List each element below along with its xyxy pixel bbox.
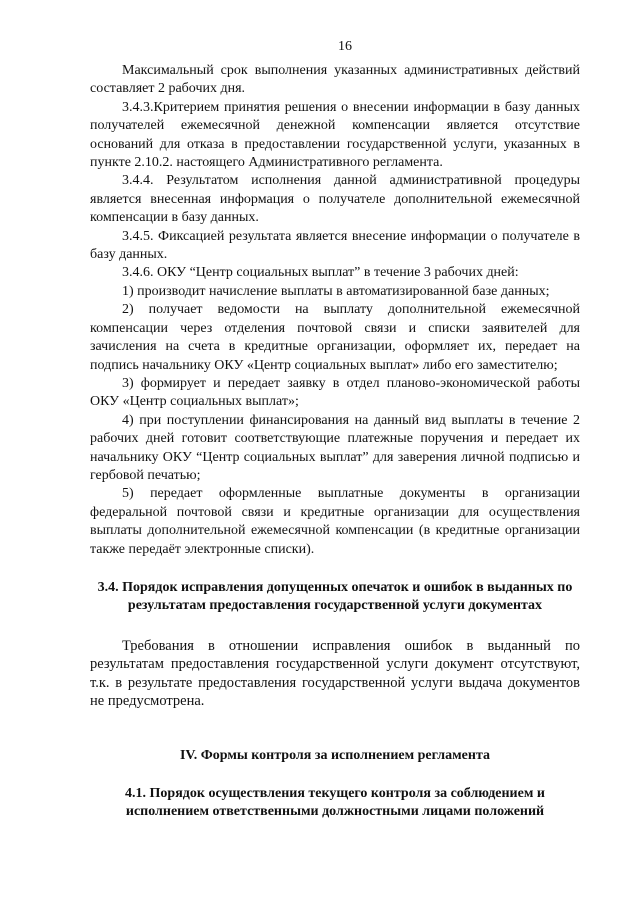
list-item-1: 1) производит начисление выплаты в автоматизированной базе данных; xyxy=(122,283,550,299)
paragraph-3-4-5: 3.4.5. Фиксацией результата является внесение информации о получателе в базу данных. xyxy=(90,228,580,263)
list-item-4: 4) при поступлении финансирования на данный вид выплаты в течение 2 рабочих дней готовит соответствующие платежные поручения и передает их начальнику ОКУ “Центр социальных выплат” для заверения личной подписью и гербовой печатью; xyxy=(90,412,580,483)
list-item-5: 5) передает оформленные выплатные документы в организации федеральной почтовой связи и кредитные организации для осуществления выплаты дополнительной ежемесячной компенсации (в кредитные организации также передаёт электронные списки). xyxy=(90,486,580,557)
paragraph-3-4-6: 3.4.6. ОКУ “Центр социальных выплат” в течение 3 рабочих дней: xyxy=(122,265,519,281)
list-item-3: 3) формирует и передает заявку в отдел планово-экономической работы ОКУ «Центр социальных выплат»; xyxy=(90,375,580,410)
section-3-4-text: Требования в отношении исправления ошибок в выданный по результатам предоставления государственной услуги документ отсутствуют, т.к. в результате предоставления государственной услуги выдача документов не предусмотрена. xyxy=(90,637,580,710)
section-4-heading: IV. Формы контроля за исполнением регламента xyxy=(179,747,491,763)
paragraph-max-term: Максимальный срок выполнения указанных административных действий составляет 2 рабочих дня. xyxy=(90,63,580,97)
section-3-4-heading: 3.4. Порядок исправления допущенных опечаток и ошибок в выданных по результатам предоставления государственной услуги документах xyxy=(97,579,573,613)
page-number: 16 xyxy=(338,39,352,54)
paragraph-3-4-3: 3.4.3.Критерием принятия решения о внесении информации в базу данных получателей ежемесячной денежной компенсации является отсутствие оснований для отказа в предоставлении государственной услуги, указанных в пункте 2.10.2. настоящего Административного регламента. xyxy=(90,99,580,171)
list-item-2: 2) получает ведомости на выплату дополнительной ежемесячной компенсации через отделения почтовой связи и списки заявителей для зачисления на счета в кредитные организации, оформляет их, передает на подпись начальнику ОКУ «Центр социальных выплат» либо его заместителю; xyxy=(90,302,580,373)
section-4-1-heading: 4.1. Порядок осуществления текущего контроля за соблюдением и исполнением ответственными должностными лицами положений xyxy=(125,785,545,819)
paragraph-3-4-4: 3.4.4. Результатом исполнения данной административной процедуры является внесенная информация о получателе дополнительной ежемесячной компенсации в базу данных. xyxy=(90,173,580,226)
